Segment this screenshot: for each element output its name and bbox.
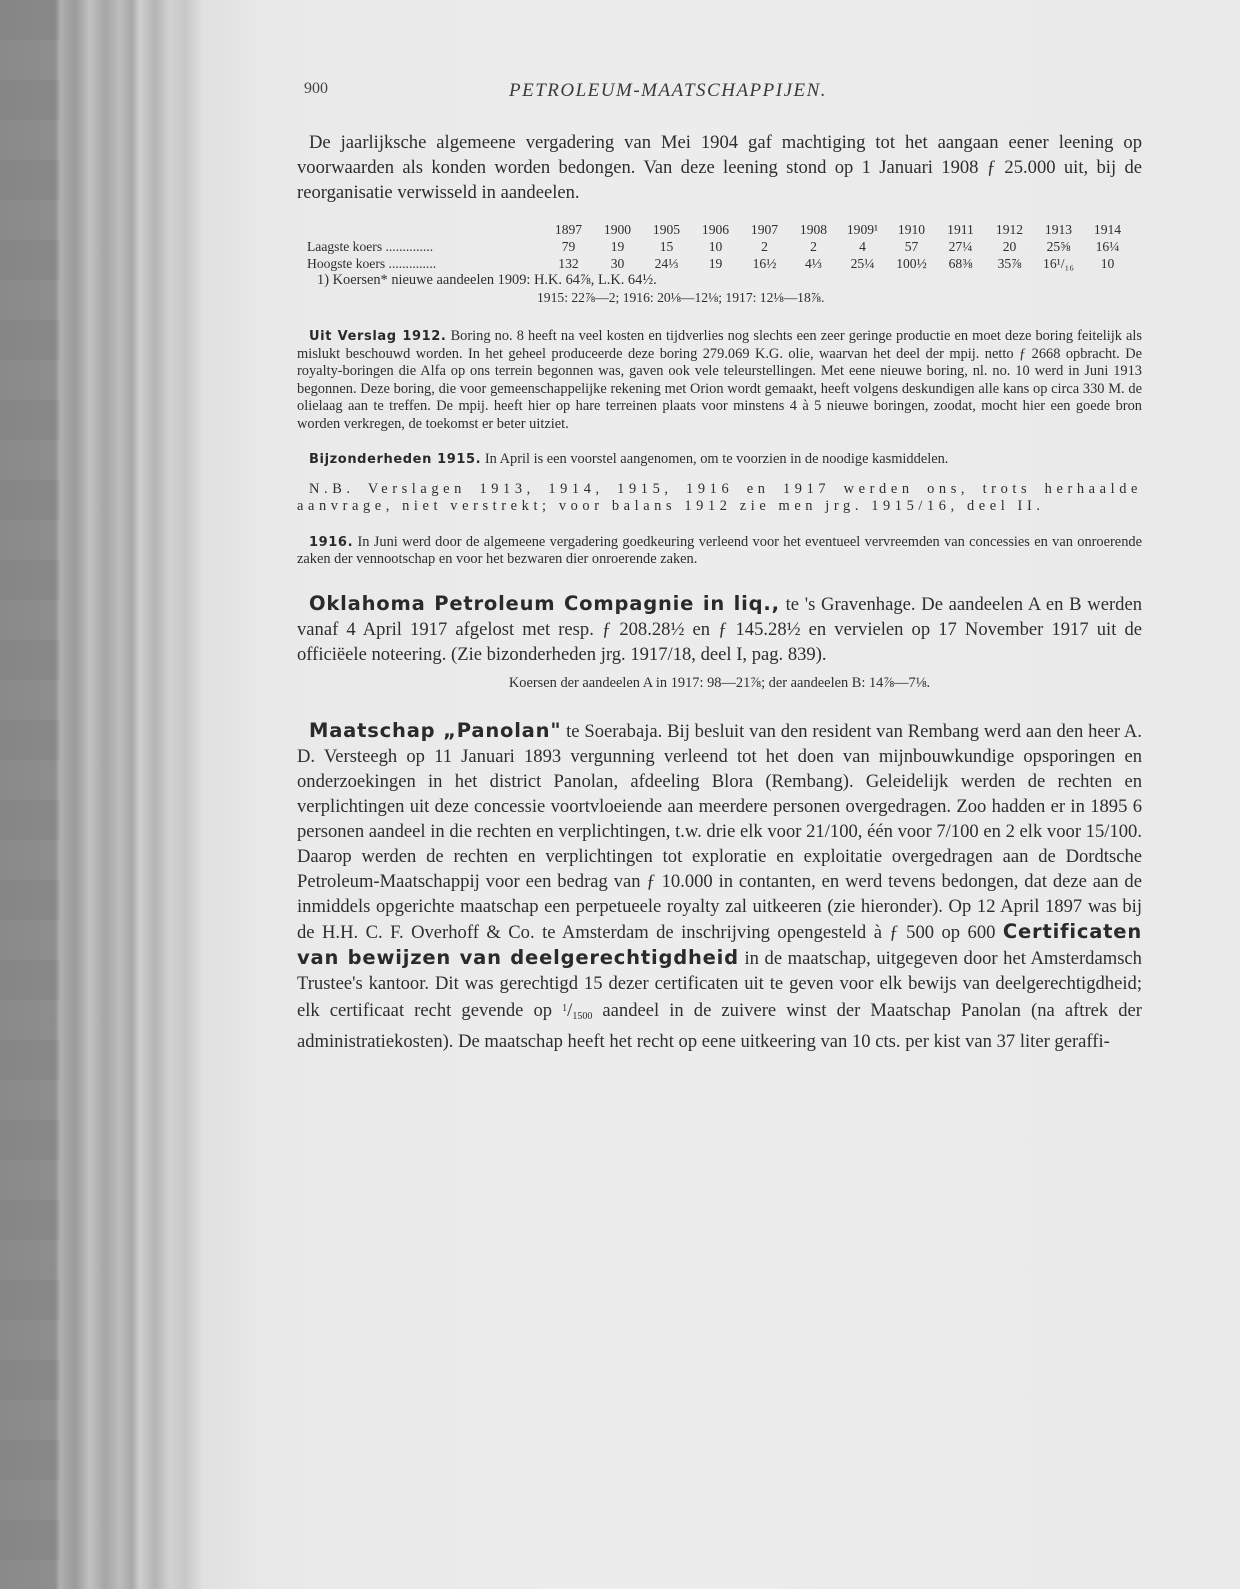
section-1916 [297, 534, 1142, 569]
entry-text-part3: aandeel in de zuivere winst der Maatschap Panolan (na aftrek der administratiekosten). De maatschap heeft het recht op eene uitkeering van 10 cts. per kist van 37 liter geraffi- [297, 1000, 1143, 1052]
year-cell: 1912 [995, 222, 1024, 237]
row-label: Hoogste koers .............. [307, 256, 437, 271]
running-title: PETROLEUM-MAATSCHAPPIJEN. [509, 80, 828, 101]
value-cell: 100½ [896, 256, 927, 271]
value-cell: 4⅓ [805, 256, 822, 271]
value-cell: 79 [561, 239, 576, 254]
table-row-hoogste [297, 255, 1132, 272]
section-bijzonderheden-1915 [297, 451, 1142, 469]
page-number: 900 [304, 80, 328, 97]
value-cell: 10 [708, 239, 723, 254]
page-content [297, 78, 1142, 1054]
footnote-text: Koersen* nieuwe aandeelen 1909: H.K. 64⅞, L.K. 64½. [332, 272, 657, 288]
value-cell: 20 [1002, 239, 1017, 254]
value-cell: 27¼ [948, 239, 973, 254]
value-cell: 15 [659, 239, 674, 254]
table-row-laagste [297, 238, 1132, 255]
value-cell: 19 [610, 239, 625, 254]
value-cell: 24⅓ [654, 256, 679, 271]
entry-bold-inline: Certificaten van bewijzen van deelgerechtigdheid [297, 920, 1142, 969]
value-cell: 57 [904, 239, 919, 254]
value-cell: 25¼ [850, 256, 875, 271]
section-heading: 1916. [309, 534, 354, 550]
year-cell: 1900 [603, 222, 632, 237]
value-cell: 16½ [752, 256, 777, 271]
section-text: Boring no. 8 heeft na veel kosten en tijdverlies nog slechts een zeer geringe productie en moet deze boring feitelijk als mislukt beschouwd worden. In het geheel produceerde deze boring 279.069 K.G. olie, waarvan het deel der mpij. netto ƒ 2668 opbracht. De royalty-boringen die Alfa op ons terrein begonnen was, gaven ook vele teleurstellingen. Met eene nieuwe boring, nl. no. 10 werd in Juni 1913 begonnen. Deze boring, die voor gemeenschappelijke rekening met Orion wordt gemaakt, heeft volgens deskundigen alle kans op circa 330 M. de olielaag aan te treffen. De mpij. heeft hier op hare terreinen plaats voor minstens 4 à 5 nieuwe boringen, zoodat, mocht hier een goede bron worden verkregen, de toekomst er beter uitziet. [297, 328, 1142, 432]
year-cell: 1909¹ [846, 222, 879, 237]
year-cell: 1897 [554, 222, 583, 237]
entry-heading: Maatschap „Panolan" [309, 719, 562, 742]
table-corner [297, 221, 544, 238]
value-cell: 16¼ [1095, 239, 1120, 254]
value-cell: 2 [810, 239, 817, 254]
entry-text-part2: in de maatschap, uitgegeven door het Amsterdamsch Trustee's kantoor. Dit was gerechtigd 15 dezer certificaten uit te geven voor elk bewijs van deelgerechtigdheid; elk certificaat recht gevende op [297, 948, 1142, 1021]
value-cell: 16¹/₁₆ [1043, 256, 1074, 271]
year-cell: 1906 [701, 222, 730, 237]
value-cell: 10 [1100, 256, 1115, 271]
running-head [297, 78, 1142, 108]
stock-price-table [297, 221, 1132, 272]
section-heading: Bijzonderheden 1915. [309, 452, 482, 467]
value-cell: 68⅜ [948, 256, 973, 271]
fraction: $^1$/1500 [562, 1000, 593, 1022]
year-cell: 1914 [1093, 222, 1122, 237]
value-cell: 35⅞ [997, 256, 1022, 271]
year-cell: 1910 [897, 222, 926, 237]
section-verslag-1912 [297, 328, 1142, 433]
value-cell: 132 [558, 256, 579, 271]
year-cell: 1907 [750, 222, 779, 237]
value-cell: 19 [708, 256, 723, 271]
table-header-row [297, 221, 1132, 238]
value-cell: 2 [761, 239, 768, 254]
value-cell: 4 [859, 239, 866, 254]
footnote-marker: 1) [317, 272, 329, 288]
value-cell: 30 [610, 256, 625, 271]
nb-note: N.B. Verslagen 1913, 1914, 1915, 1916 en 1917 werden ons, trots herhaalde aanvrage, niet verstrekt; voor balans 1912 zie men jrg. 1915/16, deel II. [297, 480, 1142, 514]
entry-text: te 's Gravenhage. De aandeelen A en B werden vanaf 4 April 1917 afgelost met resp. ƒ 208.28½ en ƒ 145.28½ en vervielen op 17 November 1917 uit de officiëele noteering. (Zie bizonderheden jrg. 1917/18, deel I, pag. 839). [297, 593, 1142, 665]
row-label: Laagste koers .............. [307, 239, 434, 254]
year-cell: 1905 [652, 222, 681, 237]
value-cell: 25⅝ [1046, 239, 1071, 254]
section-text: In Juni werd door de algemeene vergadering goedkeuring verleend voor het eventueel vervreemden van concessies en van onroerende zaken der vennootschap en voor het bezwaren dier onroerende zaken. [297, 533, 1142, 567]
book-binding [0, 0, 205, 1589]
year-cell: 1908 [799, 222, 828, 237]
entry-text-part1: te Soerabaja. Bij besluit van den resident van Rembang werd aan den heer A. D. Versteegh op 11 Januari 1893 vergunning verleend tot het doen van mijnbouwkundige opsporingen en onderzoekingen in het district Panolan, afdeeling Blora (Rembang). Geleidelijk werden de rechten en verplichtingen uit deze concessie voortvloeiende aan meerdere personen overgedragen. Zoo hadden er in 1895 6 personen aandeel in die rechten en verplichtingen, t.w. drie elk voor 21/100, één voor 7/100 en 2 elk voor 15/100. Daarop werden de rechten en verplichtingen tot exploratie en exploitatie overgedragen aan de Dordtsche Petroleum-Maatschappij voor een bedrag van ƒ 10.000 in contanten, en werd tevens bedongen, dat deze aan de inmiddels opgerichte maatschap een perpetueele royalty zal uitkeeren (zie hieronder). Op 12 April 1897 was bij de H.H. C. F. Overhoff & Co. te Amsterdam de inschrijving opengesteld à ƒ 500 op 600 [297, 721, 1142, 943]
fraction-numerator: 1 [562, 1003, 568, 1014]
year-cell: 1913 [1044, 222, 1073, 237]
table-footnote-line2: 1915: 22⅞—2; 1916: 20⅛—12⅛; 1917: 12⅛—18⅞. [537, 290, 825, 305]
book-page [205, 0, 1240, 1589]
section-text: In April is een voorstel aangenomen, om te voorzien in de noodige kasmiddelen. [484, 451, 949, 467]
oklahoma-koersen-note: Koersen der aandeelen A in 1917: 98—21⅞; der aandeelen B: 14⅞—7⅛. [508, 674, 931, 691]
intro-paragraph: De jaarlijksche algemeene vergadering van Mei 1904 gaf machtiging tot het aangaan eener leening op voorwaarden als konden worden bedongen. Van deze leening stond op 1 Januari 1908 ƒ 25.000 uit, bij de reorganisatie verwisseld in aandeelen. [297, 132, 1142, 203]
year-cell: 1911 [947, 222, 974, 237]
entry-panolan [297, 718, 1142, 1054]
entry-oklahoma [297, 591, 1142, 667]
section-heading: Uit Verslag 1912. [309, 329, 447, 344]
entry-heading: Oklahoma Petroleum Compagnie in liq., [309, 591, 780, 615]
fraction-denominator: 1500 [572, 1011, 593, 1022]
table-footnote [297, 272, 1142, 289]
